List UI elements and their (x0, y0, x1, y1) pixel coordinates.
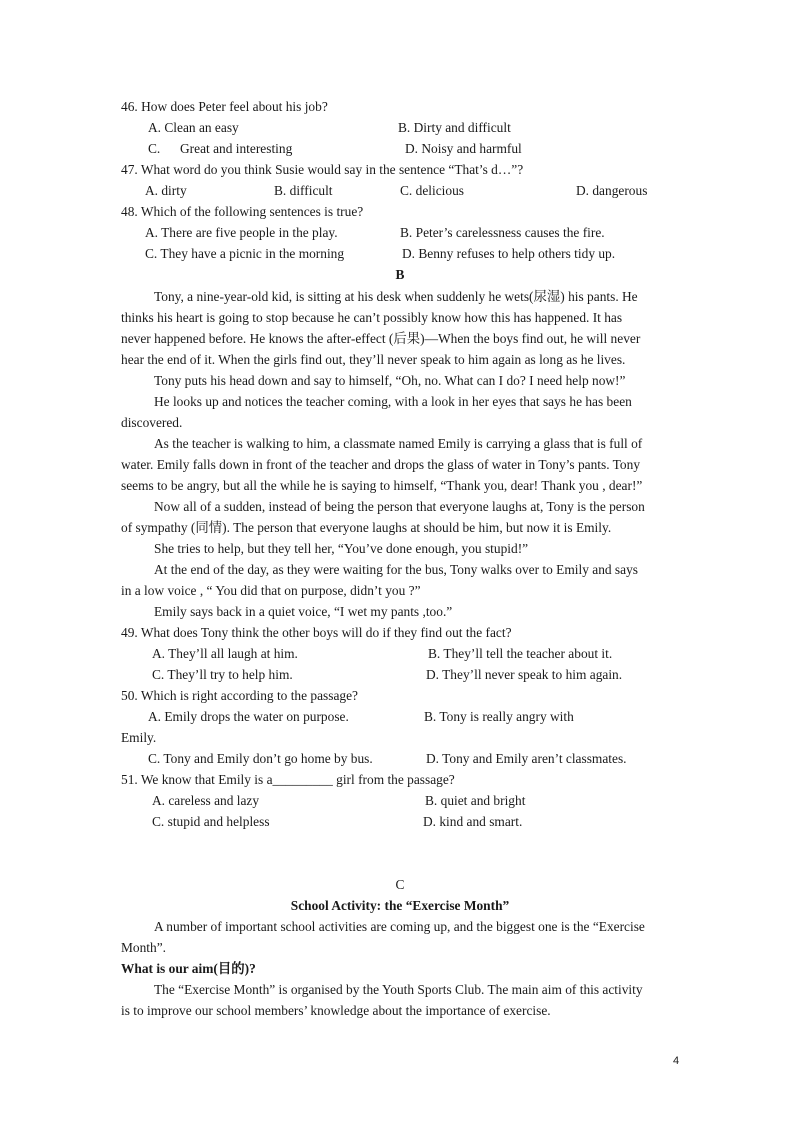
q48-option-d: D. Benny refuses to help others tidy up. (402, 246, 616, 261)
question-46-stem: 46. How does Peter feel about his job? (121, 99, 328, 114)
section-c-heading: C (395, 877, 405, 892)
q48-option-b: B. Peter’s carelessness causes the fire. (400, 225, 605, 240)
passage-line: hear the end of it. When the girls find out, they’ll never speak to him again as long as he lives. (121, 352, 626, 367)
q47-option-a: A. dirty (145, 183, 187, 198)
q51-option-a: A. careless and lazy (152, 793, 260, 808)
q46-option-c-letter: C. (148, 141, 161, 156)
q48-option-c: C. They have a picnic in the morning (145, 246, 345, 261)
q49-option-a: A. They’ll all laugh at him. (152, 646, 298, 661)
section-c-intro-continued: Month”. (121, 940, 167, 955)
passage-line: never happened before. He knows the after-effect (后果)—When the boys find out, he will never (121, 331, 641, 346)
question-48-stem: 48. Which of the following sentences is true? (121, 204, 364, 219)
question-47-stem: 47. What word do you think Susie would say in the sentence “That’s d…”? (121, 162, 524, 177)
q48-option-a: A. There are five people in the play. (145, 225, 338, 240)
q50-option-a: A. Emily drops the water on purpose. (148, 709, 349, 724)
passage-line: water. Emily falls down in front of the teacher and drops the glass of water in Tony’s pants. Tony (121, 457, 641, 472)
q51-option-c: C. stupid and helpless (152, 814, 270, 829)
passage-line: She tries to help, but they tell her, “You’ve done enough, you stupid!” (154, 541, 529, 556)
q50-option-b: B. Tony is really angry with (424, 709, 574, 724)
passage-line: As the teacher is walking to him, a classmate named Emily is carrying a glass that is full of (154, 436, 643, 451)
q50-option-c: C. Tony and Emily don’t go home by bus. (148, 751, 373, 766)
q49-option-d: D. They’ll never speak to him again. (426, 667, 623, 682)
q47-option-d: D. dangerous (576, 183, 648, 198)
q49-option-c: C. They’ll try to help him. (152, 667, 293, 682)
q46-option-b: B. Dirty and difficult (398, 120, 511, 135)
question-50-stem: 50. Which is right according to the passage? (121, 688, 358, 703)
passage-line: thinks his heart is going to stop because he can’t possibly know how this has happened. It has (121, 310, 623, 325)
q46-option-c: Great and interesting (180, 141, 293, 156)
q46-option-a: A. Clean an easy (148, 120, 239, 135)
passage-line: discovered. (121, 415, 183, 430)
passage-line: of sympathy (同情). The person that everyone laughs at should be him, but now it is Emily. (121, 520, 612, 535)
passage-line: He looks up and notices the teacher coming, with a look in her eyes that says he has been (154, 394, 632, 409)
passage-line: At the end of the day, as they were waiting for the bus, Tony walks over to Emily and says (154, 562, 638, 577)
question-49-stem: 49. What does Tony think the other boys will do if they find out the fact? (121, 625, 512, 640)
question-51-stem: 51. We know that Emily is a_________ girl from the passage? (121, 772, 455, 787)
q47-option-b: B. difficult (274, 183, 333, 198)
section-c-intro: A number of important school activities are coming up, and the biggest one is the “Exercise (154, 919, 645, 934)
passage-line: Now all of a sudden, instead of being the person that everyone laughs at, Tony is the person (154, 499, 645, 514)
page-number: 4 (673, 1055, 680, 1067)
q47-option-c: C. delicious (400, 183, 464, 198)
q50-option-b-continued: Emily. (121, 730, 157, 745)
section-c-title: School Activity: the “Exercise Month” (290, 898, 510, 913)
passage-line: in a low voice , “ You did that on purpose, didn’t you ?” (121, 583, 421, 598)
passage-line: Tony puts his head down and say to himself, “Oh, no. What can I do? I need help now!” (154, 373, 626, 388)
q50-option-d: D. Tony and Emily aren’t classmates. (426, 751, 627, 766)
passage-line: Emily says back in a quiet voice, “I wet my pants ,too.” (154, 604, 453, 619)
passage-line: seems to be angry, but all the while he is saying to himself, “Thank you, dear! Thank you , dear!” (121, 478, 643, 493)
q51-option-d: D. kind and smart. (423, 814, 523, 829)
section-c-aim: The “Exercise Month” is organised by the Youth Sports Club. The main aim of this activity (154, 982, 643, 997)
q49-option-b: B. They’ll tell the teacher about it. (428, 646, 613, 661)
passage-line: Tony, a nine-year-old kid, is sitting at his desk when suddenly he wets(尿湿) his pants. He (154, 289, 638, 304)
section-c-subheading: What is our aim(目的)? (121, 961, 256, 976)
q46-option-d: D. Noisy and harmful (405, 141, 522, 156)
section-c-aim-continued: is to improve our school members’ knowledge about the importance of exercise. (121, 1003, 551, 1018)
section-b-heading: B (395, 267, 405, 282)
q51-option-b: B. quiet and bright (425, 793, 526, 808)
